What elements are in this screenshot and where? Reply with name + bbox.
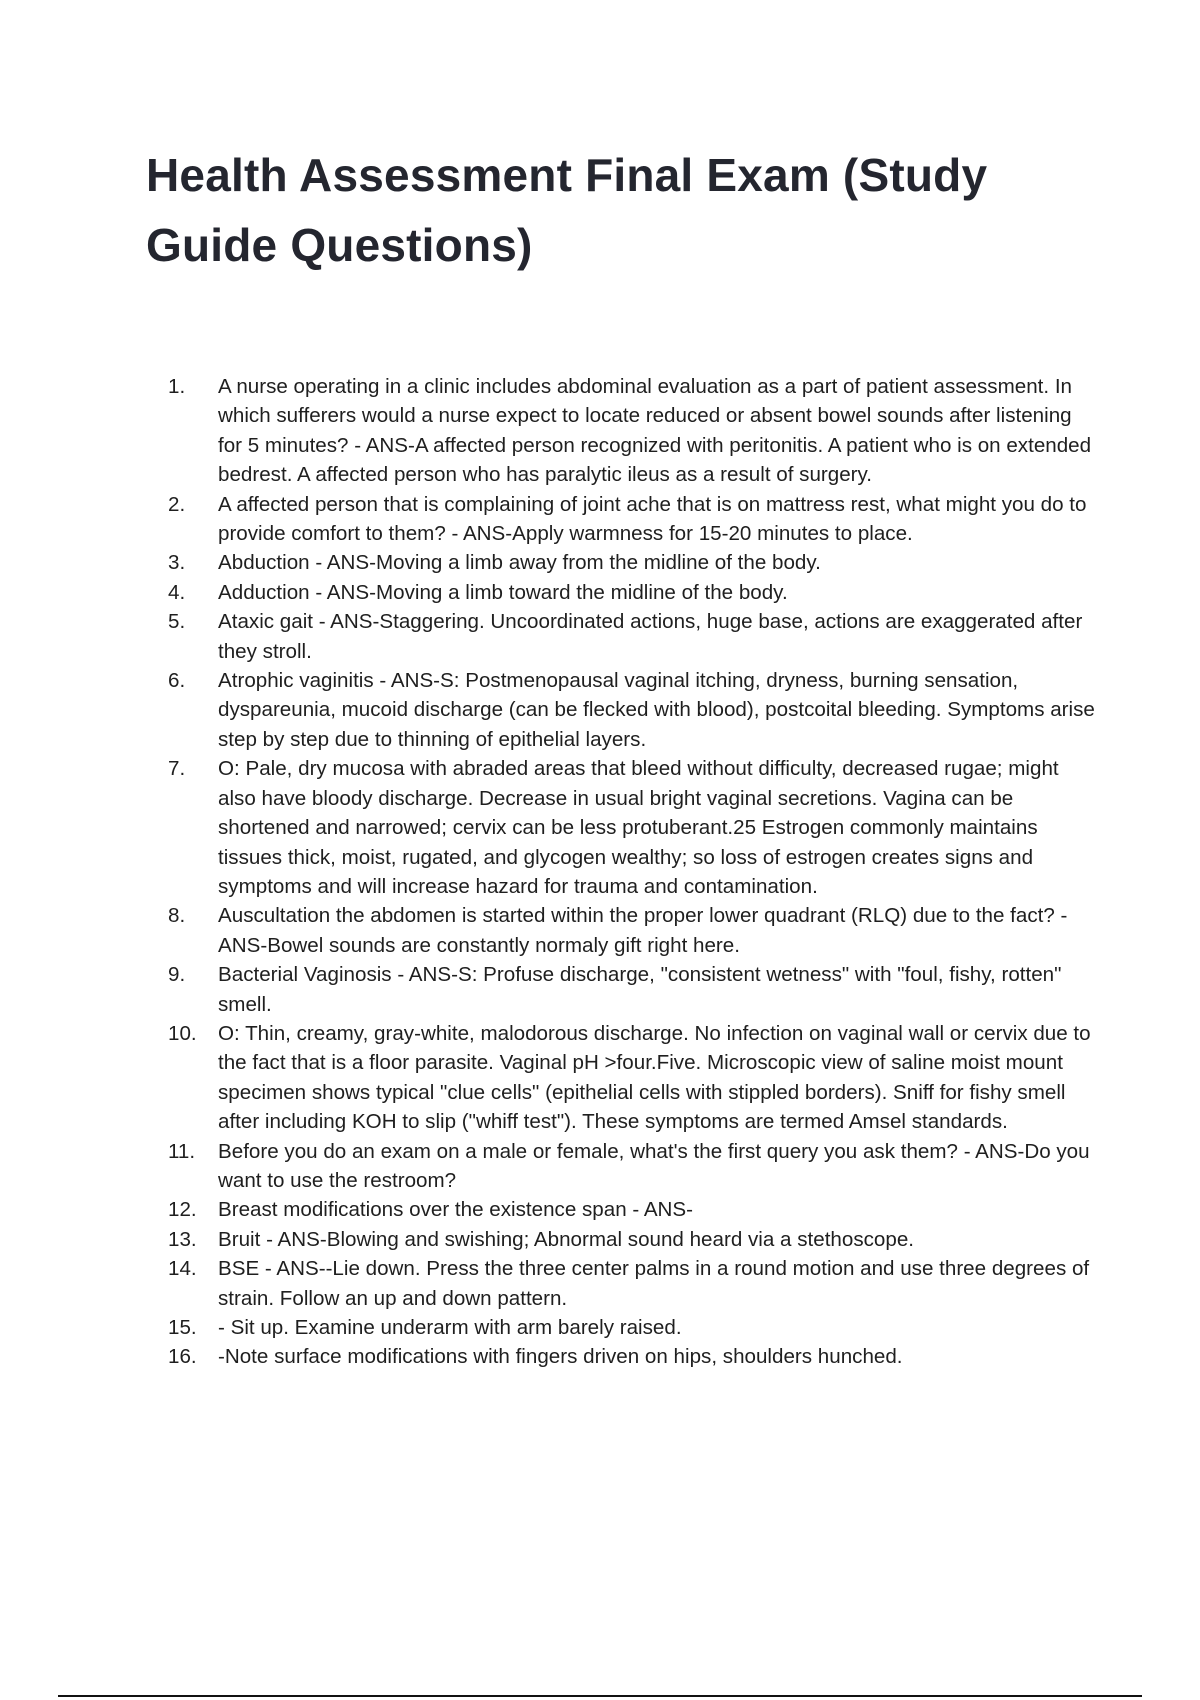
list-item [168, 578, 1098, 607]
item-number: 2. [168, 492, 186, 516]
item-number: 1. [168, 375, 186, 398]
item-number: 11. [168, 1139, 196, 1163]
item-text: BSE - ANS--Lie down. Press the three center palms in a round motion and use three degrees of strain. Follow an up and down pattern. [218, 1257, 1090, 1310]
list-item [168, 1225, 1098, 1254]
item-text: Ataxic gait - ANS-Staggering. Uncoordinated actions, huge base, actions are exaggerated after they stroll. [218, 610, 1083, 663]
item-number: 9. [168, 963, 186, 987]
item-text: Atrophic vaginitis - ANS-S: Postmenopausal vaginal itching, dryness, burning sensation, dyspareunia, mucoid discharge (can be flecked with blood), postcoital bleeding. Symptoms arise step by step due to thinning of epithelial layers. [218, 669, 1095, 751]
item-text: Breast modifications over the existence span - ANS- [218, 1198, 694, 1222]
item-number: 13. [168, 1227, 197, 1251]
item-text: Bacterial Vaginosis - ANS-S: Profuse discharge, "consistent wetness" with "foul, fishy, rotten" smell. [218, 963, 1062, 1016]
list-item [168, 490, 1098, 549]
item-number: 8. [168, 904, 186, 928]
item-number: 6. [168, 669, 186, 693]
list-item [168, 1342, 1098, 1371]
list-item [168, 548, 1098, 577]
footer-divider [58, 1695, 1142, 1697]
item-text: -Note surface modifications with fingers driven on hips, shoulders hunched. [218, 1345, 903, 1369]
item-text: O: Pale, dry mucosa with abraded areas that bleed without difficulty, decreased rugae; might also have bloody discharge. Decrease in usual bright vaginal secretions. Vagina can be shortened and narrowed; cervix can be less protuberant.25 Estrogen commonly maintains tissues thick, moist, rugated, and glycogen wealthy; so loss of estrogen creates signs and symptoms and will increase hazard for trauma and contamination. [218, 757, 1059, 898]
list-item [168, 960, 1098, 1019]
list-item [168, 666, 1098, 754]
list-item [168, 1313, 1098, 1342]
list-item [168, 607, 1098, 666]
list-item [168, 901, 1098, 960]
item-text: Bruit - ANS-Blowing and swishing; Abnormal sound heard via a stethoscope. [218, 1227, 914, 1251]
item-number: 4. [168, 580, 186, 604]
page-title: Health Assessment Final Exam (Study Guide Questions) [146, 149, 988, 271]
item-number: 16. [168, 1345, 197, 1369]
item-number: 14. [168, 1257, 197, 1281]
item-number: 3. [168, 551, 186, 575]
list-item [168, 754, 1098, 901]
list-item [168, 1137, 1098, 1196]
item-text: Adduction - ANS-Moving a limb toward the midline of the body. [218, 580, 788, 604]
item-text: A affected person that is complaining of joint ache that is on mattress rest, what might you do to provide comfort to them? - ANS-Apply warmness for 15-20 minutes to place. [218, 492, 1087, 546]
item-text: O: Thin, creamy, gray-white, malodorous discharge. No infection on vaginal wall or cervix due to the fact that is a floor parasite. Vaginal pH >four.Five. Microscopic view of saline moist mount specimen shows typical "clue cells" (epithelial cells with stippled borders). Sniff for fishy smell after including KOH to slip ("whiff test"). These symptoms are termed Amsel standards. [218, 1021, 1091, 1134]
item-text: A nurse operating in a clinic includes abdominal evaluation as a part of patient assessment. In which sufferers would a nurse expect to locate reduced or absent bowel sounds after listening for 5 minutes? - ANS-A affected person recognized with peritonitis. A patient who is on extended bedrest. A affected person who has paralytic ileus as a result of surgery. [218, 375, 1092, 487]
item-text: Auscultation the abdomen is started within the proper lower quadrant (RLQ) due to the fact? - ANS-Bowel sounds are constantly normaly gift right here. [218, 904, 1068, 957]
list-item [168, 1019, 1098, 1137]
list-item [168, 372, 1098, 490]
item-number: 7. [168, 757, 186, 781]
item-text: Before you do an exam on a male or female, what's the first query you ask them? - ANS-Do you want to use the restroom? [218, 1139, 1090, 1192]
list-item [168, 1195, 1098, 1224]
item-number: 15. [168, 1316, 197, 1339]
list-item [168, 1254, 1098, 1313]
item-number: 12. [168, 1198, 197, 1222]
item-number: 10. [168, 1021, 197, 1045]
item-text: Abduction - ANS-Moving a limb away from the midline of the body. [218, 551, 821, 575]
item-number: 5. [168, 610, 186, 634]
question-list [168, 372, 1098, 1372]
item-text: - Sit up. Examine underarm with arm barely raised. [218, 1316, 682, 1339]
